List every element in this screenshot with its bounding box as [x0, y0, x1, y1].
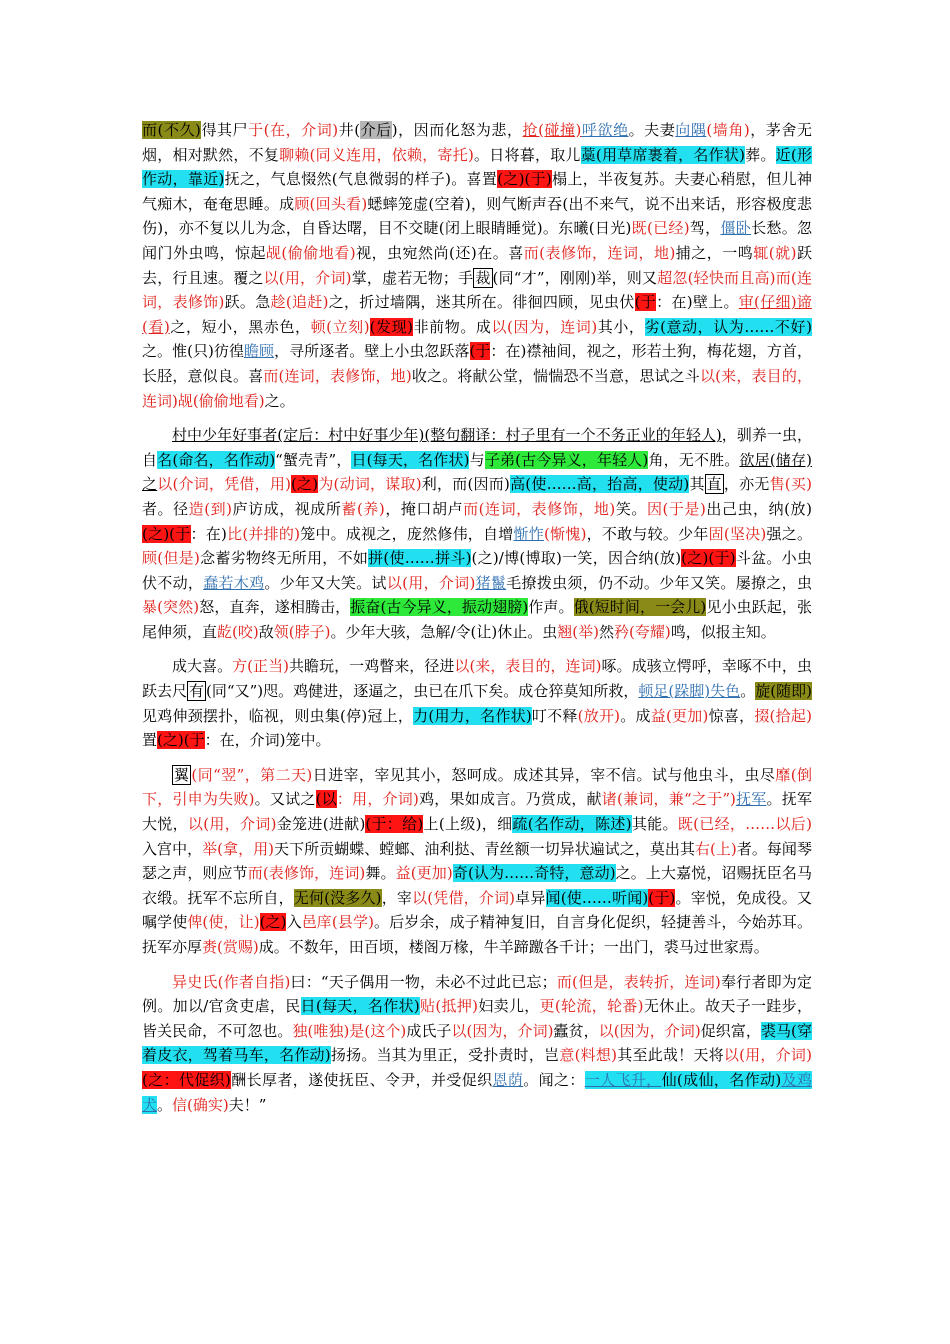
annotated-text: 日(每天，名作状)	[300, 997, 420, 1016]
annotated-text: 为(动词，谋取)	[318, 475, 422, 494]
annotated-text: 而(不久)	[142, 121, 201, 139]
annotated-text: 而(连词，表修饰，地)	[263, 366, 412, 385]
annotated-text: 名(命名，名作动)	[157, 450, 276, 469]
document-body	[142, 118, 812, 1127]
text-run: 之。上大嘉悦，诏赐抚臣名马衣缎。抚军不忘所自，	[142, 864, 812, 907]
text-run: 成。不数年，田百顷，楼阁万椽，牛羊蹄躈各千计；一出门，裘马过世家焉。	[258, 938, 769, 956]
text-run: 。成	[620, 706, 651, 725]
annotated-text: 僵卧	[720, 219, 752, 238]
text-run: 成氏子	[406, 1021, 452, 1040]
text-run: ，亦无	[723, 475, 770, 494]
text-run: 。又试之	[254, 790, 316, 809]
text-run: 怒，直奔，遂相腾击，	[199, 598, 351, 617]
text-run: 金笼进(进献)	[276, 815, 366, 834]
text-run: ：在)壁上。	[656, 293, 739, 312]
annotated-text: ：用，介词)	[336, 790, 419, 809]
annotated-text: 而(但是，表转折，连词)	[556, 972, 721, 991]
text-run: 。抚军大悦，	[142, 790, 812, 834]
annotated-text: 诸(兼词，兼“之于”)	[601, 790, 736, 809]
annotated-text: 翼	[174, 765, 190, 784]
text-run: 蟋蟀笼虚(空着)，则气断声吞(出不来气，说不出来话，形容极度悲伤)，亦不复以儿为念，自昏达曙，目不交睫(闭上眼睛睡觉)。东曦(日光)	[142, 194, 812, 238]
text-run: 叮不释	[531, 706, 578, 725]
text-run: 妇卖儿，	[478, 997, 540, 1016]
text-run: 入	[286, 913, 302, 932]
text-run: 驾，	[689, 219, 721, 238]
text-run: 。夫妻	[628, 121, 676, 139]
text-run: ，驯养一虫，自	[142, 426, 812, 469]
annotated-text: 欲居(储存)之	[142, 450, 812, 494]
annotated-text: 向隅	[675, 121, 707, 139]
text-run: 收之。将献公堂，惴惴恐不当意，思试之斗	[411, 366, 700, 385]
annotated-text: 以(因为，介词)	[598, 1021, 701, 1040]
annotated-text: 子弟(古今异义，年轻人)	[484, 450, 649, 469]
text-run: 。宰悦，免成役。又嘱学使	[142, 888, 812, 932]
text-run: 之。	[264, 391, 295, 410]
text-run: 扬扬。当其为里正，受扑责时，岂	[330, 1046, 560, 1065]
annotated-text: 以(因为，连词)	[491, 317, 598, 336]
annotated-text: 固(坚决)	[708, 524, 767, 543]
text-run: 出己虫，纳(放)	[705, 499, 812, 518]
text-run: ，茅舍无烟，相对默然，不复	[142, 121, 812, 164]
annotated-text: 邑庠(县学)	[301, 913, 374, 932]
annotated-text: 劣(意动，认为……不好)	[644, 317, 812, 336]
text-run: 然	[598, 622, 614, 641]
annotated-text: (于：给)	[365, 815, 424, 834]
text-run: 。少年又大笑。试	[264, 573, 387, 592]
text-run: 笼中。成视之，庞然修伟，自增	[299, 524, 514, 543]
text-run: 成大喜。	[172, 657, 233, 676]
annotated-text: 一人飞升，	[584, 1070, 662, 1089]
text-run: (同“才”，刚刚)举，则又	[492, 268, 658, 287]
text-run: 敌	[258, 622, 274, 641]
text-run: 卓异	[515, 888, 546, 907]
text-run: 之。惟(只)彷徨	[142, 342, 244, 361]
annotated-text: 意(料想)	[559, 1046, 617, 1065]
annotated-text: 因(于是)	[646, 499, 706, 518]
annotated-text: 无何(没多久)	[293, 888, 382, 907]
text-run: 得其尸	[200, 121, 249, 139]
annotated-text: 呼欲绝	[581, 121, 629, 139]
text-run: )，因而化怒为悲，	[391, 121, 523, 139]
annotated-text: 龁(咬)	[217, 622, 259, 641]
text-run: 捕之，一鸣	[675, 243, 754, 262]
annotated-text: 疏(名作动，陈述)	[512, 815, 632, 834]
text-run: 庐访成，视成所	[232, 499, 342, 518]
annotated-text: 趁(追赶)	[270, 293, 329, 312]
text-run: 长愁。忽闻门外虫鸣，惊起	[142, 219, 812, 262]
annotated-text: 右(上)	[694, 839, 737, 858]
annotated-text: 矜(夸耀)	[613, 622, 671, 641]
annotated-text: (惭愧)	[544, 524, 587, 543]
text-run: 跃。急	[224, 293, 271, 312]
annotated-text: 以(用，介词)	[386, 573, 476, 592]
annotated-text: 而(连词，表修饰，地)	[463, 499, 616, 518]
text-run: (同“又”)咫。鸡健进，逐逼之，虫已在爪下矣。成仓猝莫知所救，	[206, 682, 639, 701]
annotated-text: (于	[183, 731, 205, 750]
text-run: 掌，虚若无物；手	[351, 268, 474, 287]
text-run: 利，而(因而)	[421, 475, 510, 494]
annotated-text: (之)	[290, 475, 319, 494]
text-run: 鸡，果如成言。乃赏成，献	[418, 790, 602, 809]
text-run: “蟹壳青”，	[275, 450, 352, 469]
annotated-text: 介后	[360, 121, 392, 139]
text-run: 上(上级)，细	[423, 815, 513, 834]
annotated-text: 以(用，介词)	[263, 268, 352, 287]
annotated-text: 贴(抵押)	[419, 997, 479, 1016]
text-run: 啄。成骇立愕呼，幸啄不中，虫跃去尺	[142, 657, 812, 701]
paragraph	[142, 654, 812, 752]
text-run: (之)/博(博取)一笑，因合纳(放)	[471, 549, 682, 568]
annotated-text: (于	[469, 342, 491, 361]
annotated-text: 高(使……高，抬高，使动)	[509, 475, 690, 494]
annotated-text: (于	[634, 293, 657, 312]
annotated-text: 有	[189, 682, 205, 701]
annotated-text: 信(确实)	[172, 1095, 229, 1114]
annotated-text: 觇(偷偷地看)	[177, 391, 265, 410]
text-run: 。	[157, 1095, 173, 1114]
text-run: ，不敢与较。少年	[586, 524, 709, 543]
text-run: 日进宰，宰见其小，怒呵成。成述其异，宰不信。试与他虫斗，虫尽	[312, 765, 776, 784]
annotated-text: (之：代促织)	[142, 1070, 231, 1089]
paragraph	[142, 970, 812, 1118]
annotated-text: 以(用，介词)	[187, 815, 277, 834]
annotated-text: 暴(突然)	[142, 598, 200, 617]
text-run: 见鸡伸颈摆扑，临视，则虫集(停)冠上，	[142, 706, 414, 725]
annotated-text: 顿足(跺脚)失色	[638, 682, 741, 701]
text-run: 舞。	[365, 864, 396, 883]
annotated-text: 以(来，表目的，连词)	[142, 366, 812, 410]
text-run: ：在)襟袖间，视之，形若土狗，梅花翅，方首，长胫，意似良。喜	[142, 342, 812, 385]
annotated-text: (发现)	[369, 317, 414, 336]
text-run: 蠹贫，	[553, 1021, 599, 1040]
annotated-text: 掇(拾起)	[754, 706, 812, 725]
annotated-text: 而(连词，表修饰)	[142, 268, 812, 312]
annotated-text: 而(表修饰，连词)	[247, 864, 366, 883]
text-run: 与	[469, 450, 485, 469]
text-run: 酬长厚者，遂使抚臣、令尹，并受促织	[230, 1070, 493, 1089]
annotated-text: 独(唯独)	[292, 1021, 350, 1040]
annotated-text: 翘(举)	[557, 622, 599, 641]
annotated-text: (墙角)	[706, 121, 750, 139]
annotated-text: 蓄(养)	[341, 499, 385, 518]
annotated-text: 是(这个)	[349, 1021, 407, 1040]
text-run: 跃去，行且速。覆之	[142, 243, 812, 287]
text-run: 非前物。成	[413, 317, 492, 336]
annotated-text: (之)	[497, 170, 525, 189]
annotated-text: 以(介词，凭借，用)	[157, 475, 291, 494]
paragraph	[142, 118, 812, 413]
annotated-text: 以(来，表目的，连词)	[454, 657, 602, 676]
annotated-text: 恩荫	[492, 1070, 524, 1089]
annotated-text: 辄(就)	[753, 243, 797, 262]
text-run: 强之。	[766, 524, 812, 543]
annotated-text: 裘马(穿着皮衣，驾着马车，名作动)	[142, 1021, 812, 1065]
annotated-text: (同“翌”，第二天)	[191, 765, 313, 784]
annotated-text: 异史氏(作者自指)	[172, 972, 291, 991]
text-run: 笑。	[615, 499, 647, 518]
text-run: 之，折过墙隅，迷其所在。徘徊四顾，见虫伏	[328, 293, 635, 312]
annotated-text: (之)(于)	[681, 549, 736, 568]
annotated-text: 造(到)	[188, 499, 233, 518]
text-run: 井(	[338, 121, 361, 139]
text-run: 无休止。故天子一跬步，皆关民命，不可忽也。	[142, 997, 812, 1040]
text-run: 斗盆。小虫伏不动，	[142, 549, 812, 592]
annotated-text: 藁(用草席裹着，名作状)	[580, 145, 745, 164]
annotated-text: 蠢若木鸡	[203, 573, 265, 592]
annotated-text: 谛(看)	[142, 293, 812, 336]
text-run: 其小，	[597, 317, 645, 336]
annotated-text: 旋(随即)	[755, 682, 812, 701]
annotated-text: (之)	[157, 731, 184, 750]
annotated-text: 振奋(古今异义，振动翅膀)	[350, 598, 529, 617]
annotated-text: 益(更加)	[650, 706, 709, 725]
text-run: 。后岁余，成子精神复旧，自言身化促织，轻捷善斗，今始苏耳。抚军亦厚	[142, 913, 812, 956]
annotated-text: 以(用，介词)	[723, 1046, 812, 1065]
annotated-text: (之)(于	[142, 524, 191, 543]
text-run: 曰：“天子偶用一物，未必不过此已忘；	[290, 972, 557, 991]
text-run: 者。径	[142, 499, 189, 518]
annotated-text: 俄(短时间，一会儿)	[573, 598, 707, 617]
annotated-text: 闻(使……听闻)	[545, 888, 649, 907]
text-run: 葬。	[744, 145, 776, 164]
annotated-text: 仙(成仙，名作动)	[661, 1070, 782, 1089]
text-run: 。闻之：	[523, 1070, 585, 1089]
text-run: ，寻所逐者。壁上小虫忽跃落	[274, 342, 470, 361]
annotated-text: 举(拿，用)	[202, 839, 275, 858]
annotated-text: 惭怍	[513, 524, 545, 543]
annotated-text: (以	[315, 790, 337, 809]
text-run: 其至此哉！天将	[617, 1046, 724, 1065]
annotated-text: 审(仔细)	[738, 293, 797, 312]
text-run: 之，短小，黑赤色，	[169, 317, 311, 336]
annotated-text: 赉(赏赐)	[202, 938, 259, 956]
annotated-text: 抚军	[735, 790, 767, 809]
annotated-text: 裁	[475, 268, 491, 287]
annotated-text: 顾(但是)	[142, 549, 200, 568]
text-run: 念蓄劣物终无所用，不如	[199, 549, 369, 568]
text-run: 夫！”	[228, 1095, 267, 1114]
annotated-text: 村中少年好事者(定后：村中好事少年)(整句翻译：村子里有一个不务正业的年轻人)	[172, 426, 722, 445]
text-run: 促织富，	[700, 1021, 761, 1040]
annotated-text: 拼(使……拼斗)	[368, 549, 472, 568]
annotated-text: 于(在，介词)	[248, 121, 339, 139]
annotated-text: 猪鬣	[475, 573, 507, 592]
annotated-text: 售(买)	[769, 475, 812, 494]
annotated-text: 顾(回头看)	[294, 194, 368, 213]
text-run: ，宰	[381, 888, 413, 907]
paragraph	[142, 763, 812, 960]
text-run: 其能。	[631, 815, 678, 834]
text-run: 抚之，气息惙然(气息微弱的样子)。喜置	[224, 170, 498, 189]
annotated-text: 抢(碰撞)	[522, 121, 582, 139]
annotated-text: 近(形作动，靠近)	[142, 145, 812, 189]
annotated-text: 直	[706, 475, 722, 494]
text-run: ，掩口胡卢	[384, 499, 464, 518]
text-run: 榻上，半夜复苏。夫妻心稍慰，但儿神气痴木，奄奄思睡。成	[142, 170, 812, 213]
text-run: ：在)	[190, 524, 227, 543]
annotated-text: 顿(立刻)	[310, 317, 370, 336]
annotated-text: 日(每天，名作状)	[351, 450, 470, 469]
annotated-text: 力(用力，名作状)	[413, 706, 532, 725]
annotated-text: 及鸡犬	[142, 1070, 812, 1114]
annotated-text: 比(并排的)	[226, 524, 300, 543]
annotated-text: 靡(倒下，引申为失败)	[142, 765, 812, 809]
annotated-text: 而(表修饰，连词，地)	[523, 243, 676, 262]
text-run: 共瞻玩，一鸡瞥来，径进	[288, 657, 455, 676]
text-run: 作声。	[528, 598, 574, 617]
text-run: 惊喜，	[708, 706, 755, 725]
paragraph	[142, 423, 812, 644]
annotated-text: 超忽(轻快而且高)	[657, 268, 776, 287]
annotated-text: (放开)	[577, 706, 621, 725]
annotated-text: 既(已经)	[631, 219, 690, 238]
text-run: 视，虫宛然尚(还)在。喜	[355, 243, 524, 262]
annotated-text: 既(已经，……以后)	[677, 815, 812, 834]
text-run: ：在，介词)笼中。	[204, 731, 331, 750]
text-run: 毛撩拨虫须，仍不动。少年又笑。屡撩之，虫	[506, 573, 812, 592]
text-run: 见小虫跃起，张尾伸须，直	[142, 598, 812, 641]
annotated-text: 方(正当)	[232, 657, 289, 676]
annotated-text: 以(凭借，介词)	[412, 888, 515, 907]
annotated-text: (于)	[648, 888, 676, 907]
annotated-text: 觇(偷偷地看)	[265, 243, 356, 262]
text-run: 角，无不胜。	[648, 450, 740, 469]
text-run: 奉行者即为定例。加以/官贪吏虐，民	[142, 972, 812, 1016]
text-run: 。日将暮，取儿	[473, 145, 581, 164]
text-run: 。少年大骇，急解/令(让)休止。虫	[330, 622, 558, 641]
annotated-text: 奇(认为……奇特，意动)	[452, 864, 616, 883]
annotated-text: 领(脖子)	[273, 622, 331, 641]
text-run: 。	[740, 682, 756, 701]
annotated-text: 瞻顾	[243, 342, 275, 361]
text-run: 天下所贡蝴蝶、螳螂、油利挞、青丝额一切异状遍试之，莫出其	[274, 839, 695, 858]
text-run: 鸣，似报主知。	[670, 622, 776, 641]
annotated-text: 俾(使，让)	[187, 913, 260, 932]
text-run: 置	[142, 731, 158, 750]
annotated-text: 更(轮流，轮番)	[539, 997, 644, 1016]
annotated-text: 以(因为，介词)	[451, 1021, 554, 1040]
text-run: 者。每闻琴瑟之声，则应节	[142, 839, 812, 883]
annotated-text: 聊赖(同义连用，依赖，寄托)	[279, 145, 474, 164]
annotated-text: (于)	[524, 170, 552, 189]
annotated-text: (之)	[259, 913, 287, 932]
text-run: 其	[689, 475, 705, 494]
annotated-text: 益(更加)	[395, 864, 453, 883]
text-run: 入宫中，	[142, 839, 203, 858]
